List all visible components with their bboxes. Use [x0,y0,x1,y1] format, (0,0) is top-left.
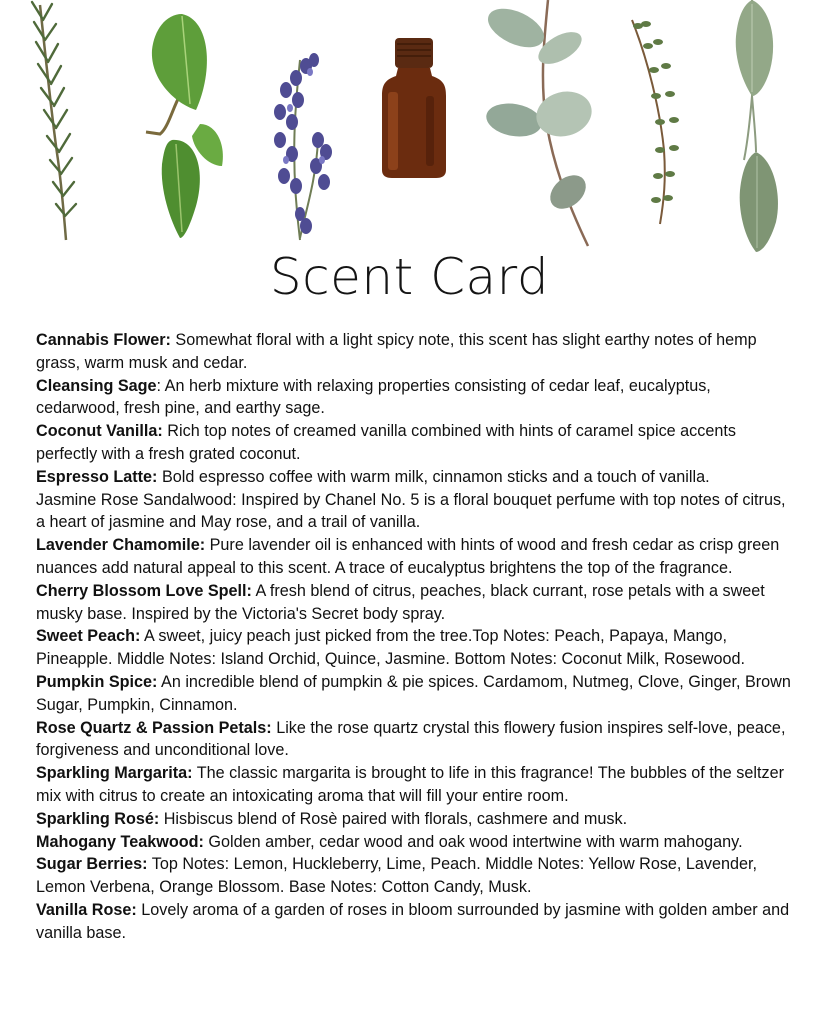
list-item [36,899,792,945]
scent-name: Rose Quartz & Passion Petals: [36,718,272,737]
scent-name: Coconut Vanilla: [36,422,163,441]
list-item [36,329,792,375]
scent-name: Sugar Berries: [36,855,148,874]
list-item [36,489,792,535]
list-item [36,580,792,626]
scent-name: Sparkling Margarita: [36,764,193,783]
scent-name: Cleansing Sage [36,376,157,395]
list-item [36,762,792,808]
list-item [36,808,792,831]
list-item [36,625,792,671]
scent-description: Rich top notes of creamed vanilla combined with hints of caramel spice accents perfectly with a fresh grated coconut. [36,422,736,463]
rosemary-sprig-icon [32,2,76,240]
scent-name: Cherry Blossom Love Spell: [36,581,252,600]
list-item [36,466,792,489]
scent-name: Mahogany Teakwood: [36,832,204,851]
sage-leaves-icon [736,0,778,252]
scent-description: Pure lavender oil is enhanced with hints of wood and fresh cedar as crisp green nuances add natural appeal to this scent. A trace of eucalyptus brightens the top of the fragrance. [36,536,780,577]
scent-description: The classic margarita is brought to life in this fragrance! The bubbles of the seltzer mix with citrus to create an intoxicating aroma that will fill your entire room. [36,764,784,805]
scent-description: Top Notes: Lemon, Huckleberry, Lime, Peach. Middle Notes: Yellow Rose, Lavender, Lemon Verbena, Orange Blossom. Base Notes: Cotton Candy, Musk. [36,855,758,897]
scent-list [36,329,792,945]
eucalyptus-branch-icon [482,0,597,246]
scent-name: Sparkling Rosé: [36,809,160,828]
scent-description: Bold espresso coffee with warm milk, cinnamon sticks and a touch of vanilla. [157,467,710,486]
scent-description: Jasmine Rose Sandalwood: Inspired by Chanel No. 5 is a floral bouquet perfume with top notes of citrus, a heart of jasmine and May rose, and a trail of vanilla. [36,490,786,532]
list-item [36,534,792,580]
scent-name: Pumpkin Spice: [36,672,158,691]
list-item [36,717,792,763]
list-item [36,853,792,899]
lavender-sprig-icon [274,53,332,240]
scent-description: A sweet, juicy peach just picked from the tree.Top Notes: Peach, Papaya, Mango, Pineapple. Middle Notes: Island Orchid, Quince, Jasmine. Bottom Notes: Coconut Milk, Rosewood. [36,627,745,669]
amber-essential-oil-bottle-icon [382,38,446,178]
botanical-header [0,0,819,255]
list-item [36,375,792,421]
scent-description: A fresh blend of citrus, peaches, black currant, rose petals with a sweet musky base. Inspired by the Victoria's Secret body spray. [36,581,765,623]
list-item [36,831,792,854]
scent-name: Cannabis Flower: [36,331,171,349]
scent-description: Lovely aroma of a garden of roses in bloom surrounded by jasmine with golden amber and vanilla base. [36,900,790,942]
scent-description: Golden amber, cedar wood and oak wood intertwine with warm mahogany. [203,832,743,851]
scent-description: Like the rose quartz crystal this flowery fusion inspires self-love, peace, forgiveness and unconditional love. [36,718,786,760]
scent-name: Sweet Peach: [36,627,141,646]
list-item [36,420,792,466]
scent-description: Hisbiscus blend of Rosè paired with florals, cashmere and musk. [159,809,628,828]
scent-description: : An herb mixture with relaxing properties consisting of cedar leaf, eucalyptus, cedarwood, fresh pine, and earthy sage. [36,376,711,418]
scent-name: Espresso Latte: [36,467,158,486]
scent-name: Vanilla Rose: [36,900,137,919]
mint-sprig-icon [146,14,223,238]
list-item [36,671,792,717]
scent-name: Lavender Chamomile: [36,536,206,555]
scent-description: An incredible blend of pumpkin & pie spices. Cardamom, Nutmeg, Clove, Ginger, Brown Sugar, Pumpkin, Cinnamon. [36,672,791,714]
page-title: Scent Card [269,248,550,306]
thyme-sprig-icon [632,20,679,224]
scent-description: Somewhat floral with a light spicy note, this scent has slight earthy notes of hemp grass, warm musk and cedar. [36,331,757,372]
